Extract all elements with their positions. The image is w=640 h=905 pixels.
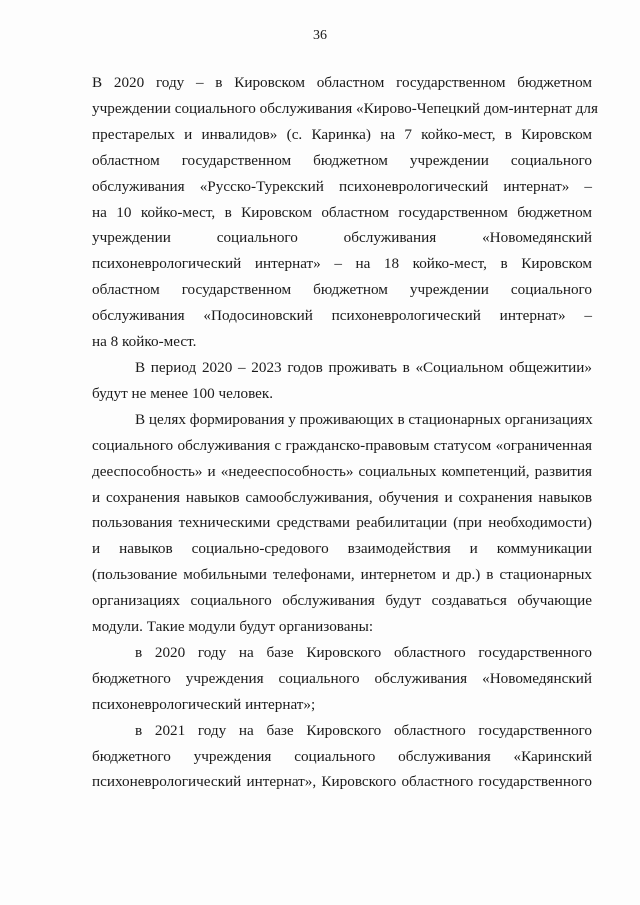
text-line: психоневрологический интернат»; (92, 695, 316, 713)
text-line: учреждении социального обслуживания «Новомедянский (92, 229, 592, 247)
text-line: пользования техническими средствами реабилитации (при необходимости) (92, 514, 592, 532)
text-line: в 2020 году на базе Кировского областного государственного (135, 643, 592, 661)
text-line: В 2020 году – в Кировском областном государственном бюджетном (92, 74, 592, 91)
text-line: психоневрологический интернат» – на 18 койко-мест, в Кировском (92, 255, 592, 273)
text-line: и сохранения навыков самообслуживания, обучения и сохранения навыков (92, 488, 592, 506)
text-line: престарелых и инвалидов» (с. Каринка) на 7 койко-мест, в Кировском (92, 125, 592, 143)
text-line: организациях социального обслуживания будут создаваться обучающие (92, 592, 592, 610)
text-line: в 2021 году на базе Кировского областного государственного (135, 721, 592, 739)
text-line: (пользование мобильными телефонами, интернетом и др.) в стационарных (92, 566, 592, 584)
text-line: модули. Такие модули будут организованы: (92, 618, 374, 636)
document-body (92, 70, 598, 795)
text-line: учреждении социального обслуживания «Кирово-Чепецкий дом-интернат для (92, 99, 598, 117)
text-line: дееспособность» и «недееспособность» социальных компетенций, развития (92, 462, 592, 480)
paragraph (92, 718, 592, 796)
text-line: на 10 койко-мест, в Кировском областном государственном бюджетном (92, 203, 592, 221)
text-line: В целях формирования у проживающих в стационарных организациях (135, 410, 593, 428)
text-line: психоневрологический интернат», Кировского областного государственного (92, 773, 592, 791)
text-line: областном государственном бюджетном учреждении социального (92, 151, 592, 169)
paragraph (92, 407, 592, 640)
paragraph (92, 70, 598, 355)
text-line: будут не менее 100 человек. (92, 384, 274, 402)
text-line: обслуживания «Подосиновский психоневрологический интернат» – (92, 307, 592, 325)
text-line: и навыков социально-средового взаимодействия и коммуникации (92, 540, 592, 558)
text-line: бюджетного учреждения социального обслуживания «Новомедянский (92, 669, 592, 687)
text-line: социального обслуживания с гражданско-правовым статусом «ограниченная (92, 436, 592, 454)
text-line: В период 2020 – 2023 годов проживать в «Социальном общежитии» (135, 358, 592, 376)
text-line: на 8 койко-мест. (92, 333, 197, 351)
text-line: обслуживания «Русско-Турекский психоневрологический интернат» – (92, 177, 592, 195)
page-number: 36 (313, 28, 327, 43)
paragraph (92, 640, 592, 718)
text-line: областном государственном бюджетном учреждении социального (92, 281, 592, 299)
text-line: бюджетного учреждения социального обслуживания «Каринский (92, 747, 592, 765)
paragraph (92, 355, 592, 407)
